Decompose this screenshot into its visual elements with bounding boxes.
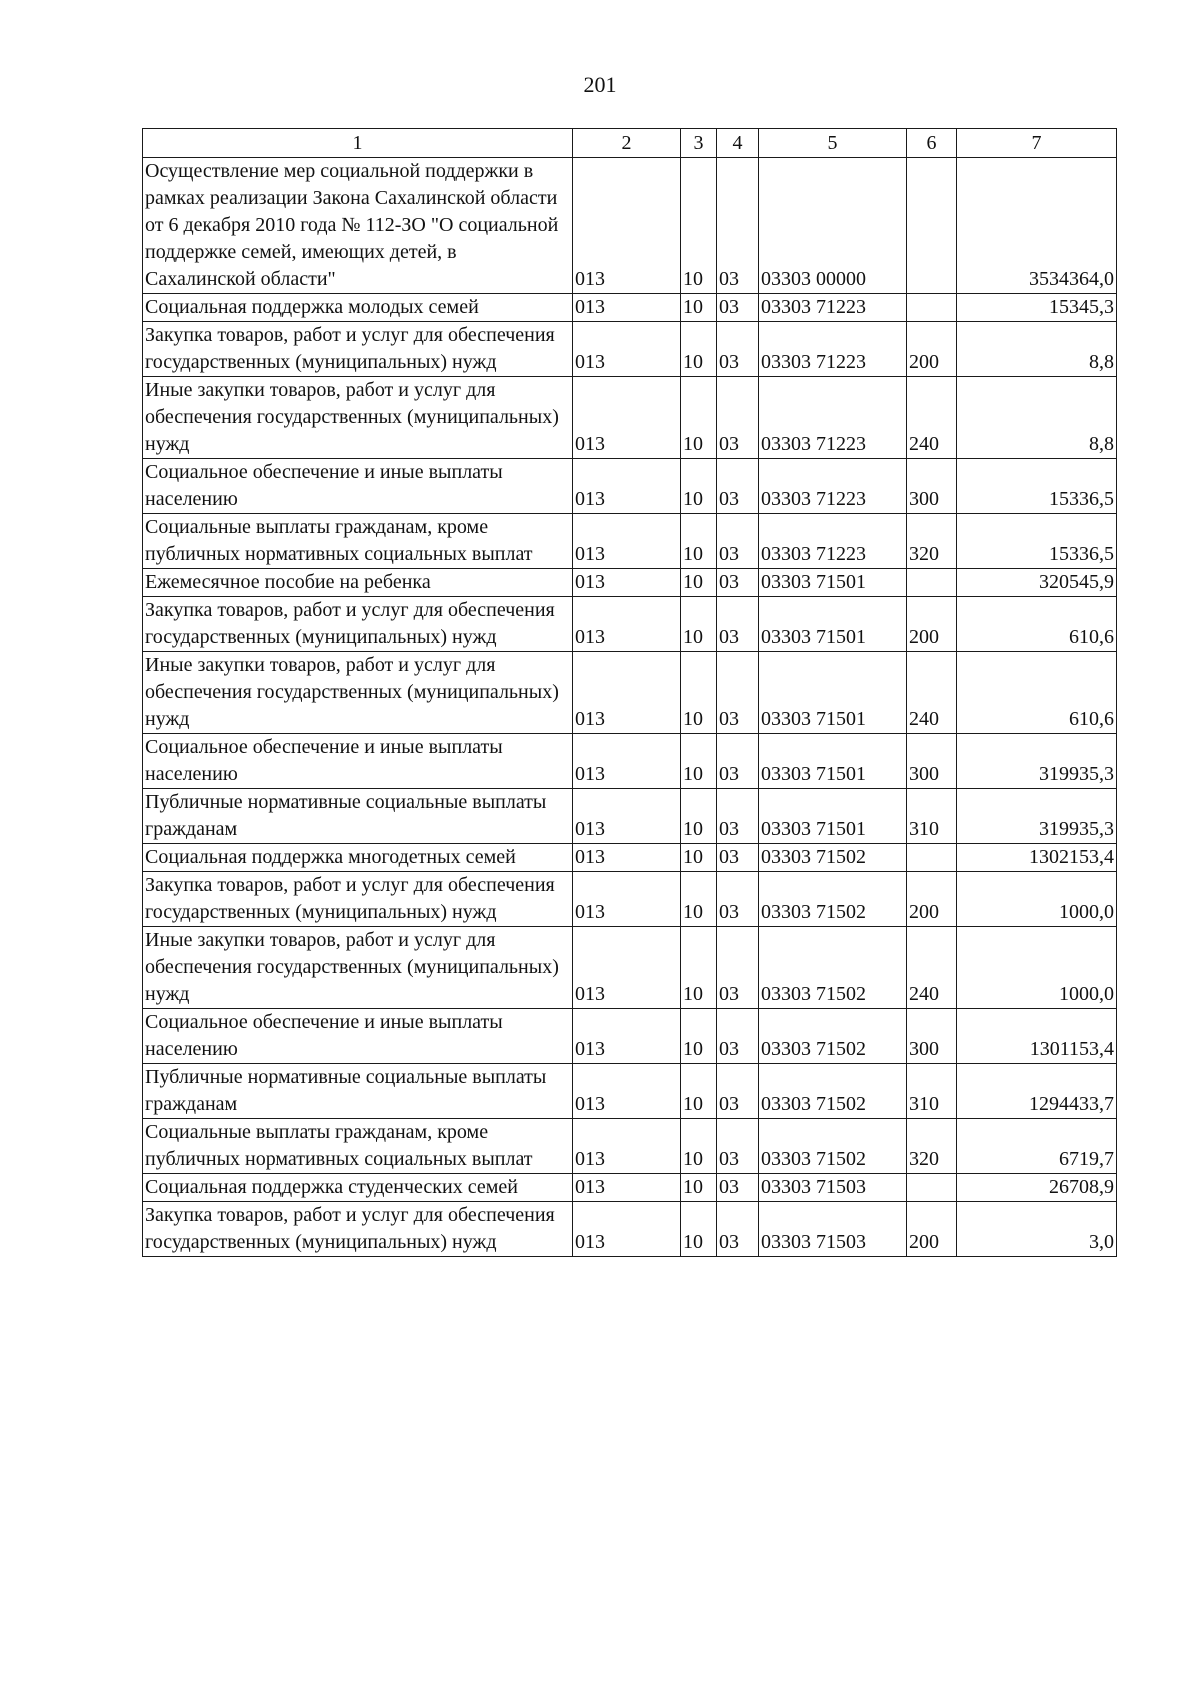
expense-type-cell: 320: [907, 514, 957, 569]
page-number: 201: [583, 72, 617, 97]
row-name-cell: Социальная поддержка молодых семей: [143, 294, 573, 322]
target-code-cell: 03303 71223: [759, 377, 907, 459]
target-code-cell: 03303 71223: [759, 514, 907, 569]
row-name-cell: Закупка товаров, работ и услуг для обеспечения государственных (муниципальных) нужд: [143, 1202, 573, 1257]
subsection-code-cell: 03: [717, 652, 759, 734]
table-row: [143, 1064, 1117, 1119]
target-code-cell: 03303 71501: [759, 652, 907, 734]
row-name-cell: Социальное обеспечение и иные выплаты населению: [143, 1009, 573, 1064]
ministry-code-cell: 013: [573, 459, 681, 514]
section-code-cell: 10: [681, 789, 717, 844]
table-row: [143, 844, 1117, 872]
table-row: [143, 569, 1117, 597]
expense-type-cell: 300: [907, 1009, 957, 1064]
subsection-code-cell: 03: [717, 1119, 759, 1174]
target-code-cell: 03303 71223: [759, 294, 907, 322]
target-code-cell: 03303 71501: [759, 597, 907, 652]
ministry-code-cell: 013: [573, 1202, 681, 1257]
section-code-cell: 10: [681, 597, 717, 652]
section-code-cell: 10: [681, 569, 717, 597]
row-name-cell: Социальные выплаты гражданам, кроме публичных нормативных социальных выплат: [143, 514, 573, 569]
table-row: [143, 597, 1117, 652]
row-name-cell: Социальное обеспечение и иные выплаты населению: [143, 459, 573, 514]
subsection-code-cell: 03: [717, 322, 759, 377]
budget-table: [142, 128, 1117, 1257]
amount-cell: 1302153,4: [957, 844, 1117, 872]
table-row: [143, 789, 1117, 844]
target-code-cell: 03303 71502: [759, 927, 907, 1009]
amount-cell: 610,6: [957, 597, 1117, 652]
table-row: [143, 294, 1117, 322]
target-code-cell: 03303 71502: [759, 844, 907, 872]
row-name-cell: Публичные нормативные социальные выплаты гражданам: [143, 789, 573, 844]
header-row: [143, 129, 1117, 158]
subsection-code-cell: 03: [717, 1174, 759, 1202]
section-code-cell: 10: [681, 1174, 717, 1202]
header-cell: 1: [143, 129, 573, 158]
subsection-code-cell: 03: [717, 158, 759, 294]
subsection-code-cell: 03: [717, 1009, 759, 1064]
amount-cell: 610,6: [957, 652, 1117, 734]
ministry-code-cell: 013: [573, 294, 681, 322]
target-code-cell: 03303 71502: [759, 1064, 907, 1119]
expense-type-cell: 200: [907, 322, 957, 377]
row-name-cell: Иные закупки товаров, работ и услуг для обеспечения государственных (муниципальных) нужд: [143, 377, 573, 459]
ministry-code-cell: 013: [573, 844, 681, 872]
amount-cell: 15336,5: [957, 514, 1117, 569]
amount-cell: 26708,9: [957, 1174, 1117, 1202]
target-code-cell: 03303 71501: [759, 734, 907, 789]
table-row: [143, 1009, 1117, 1064]
amount-cell: 319935,3: [957, 734, 1117, 789]
ministry-code-cell: 013: [573, 158, 681, 294]
subsection-code-cell: 03: [717, 789, 759, 844]
subsection-code-cell: 03: [717, 927, 759, 1009]
ministry-code-cell: 013: [573, 322, 681, 377]
subsection-code-cell: 03: [717, 1202, 759, 1257]
subsection-code-cell: 03: [717, 514, 759, 569]
section-code-cell: 10: [681, 1119, 717, 1174]
table-row: [143, 322, 1117, 377]
ministry-code-cell: 013: [573, 1064, 681, 1119]
section-code-cell: 10: [681, 377, 717, 459]
ministry-code-cell: 013: [573, 872, 681, 927]
ministry-code-cell: 013: [573, 569, 681, 597]
expense-type-cell: 240: [907, 927, 957, 1009]
section-code-cell: 10: [681, 734, 717, 789]
section-code-cell: 10: [681, 872, 717, 927]
amount-cell: 319935,3: [957, 789, 1117, 844]
ministry-code-cell: 013: [573, 377, 681, 459]
row-name-cell: Иные закупки товаров, работ и услуг для обеспечения государственных (муниципальных) нужд: [143, 652, 573, 734]
subsection-code-cell: 03: [717, 872, 759, 927]
section-code-cell: 10: [681, 652, 717, 734]
row-name-cell: Закупка товаров, работ и услуг для обеспечения государственных (муниципальных) нужд: [143, 872, 573, 927]
ministry-code-cell: 013: [573, 597, 681, 652]
expense-type-cell: 320: [907, 1119, 957, 1174]
subsection-code-cell: 03: [717, 459, 759, 514]
section-code-cell: 10: [681, 514, 717, 569]
subsection-code-cell: 03: [717, 569, 759, 597]
expense-type-cell: 200: [907, 597, 957, 652]
ministry-code-cell: 013: [573, 789, 681, 844]
section-code-cell: 10: [681, 1009, 717, 1064]
ministry-code-cell: 013: [573, 1174, 681, 1202]
table-row: [143, 158, 1117, 294]
amount-cell: 6719,7: [957, 1119, 1117, 1174]
header-cell: 5: [759, 129, 907, 158]
row-name-cell: Социальное обеспечение и иные выплаты населению: [143, 734, 573, 789]
subsection-code-cell: 03: [717, 377, 759, 459]
table-row: [143, 872, 1117, 927]
expense-type-cell: [907, 569, 957, 597]
section-code-cell: 10: [681, 158, 717, 294]
table-row: [143, 734, 1117, 789]
ministry-code-cell: 013: [573, 927, 681, 1009]
ministry-code-cell: 013: [573, 652, 681, 734]
expense-type-cell: [907, 294, 957, 322]
amount-cell: 1000,0: [957, 927, 1117, 1009]
row-name-cell: Осуществление мер социальной поддержки в рамках реализации Закона Сахалинской области от 6 декабря 2010 года № 112-ЗО "О социальной поддержке семей, имеющих детей, в Сахалинской области": [143, 158, 573, 294]
amount-cell: 1301153,4: [957, 1009, 1117, 1064]
row-name-cell: Закупка товаров, работ и услуг для обеспечения государственных (муниципальных) нужд: [143, 322, 573, 377]
ministry-code-cell: 013: [573, 514, 681, 569]
row-name-cell: Ежемесячное пособие на ребенка: [143, 569, 573, 597]
expense-type-cell: 310: [907, 789, 957, 844]
target-code-cell: 03303 71503: [759, 1202, 907, 1257]
table-row: [143, 1119, 1117, 1174]
header-cell: 6: [907, 129, 957, 158]
table-row: [143, 927, 1117, 1009]
amount-cell: 15345,3: [957, 294, 1117, 322]
section-code-cell: 10: [681, 322, 717, 377]
section-code-cell: 10: [681, 294, 717, 322]
row-name-cell: Социальная поддержка студенческих семей: [143, 1174, 573, 1202]
amount-cell: 8,8: [957, 377, 1117, 459]
amount-cell: 8,8: [957, 322, 1117, 377]
subsection-code-cell: 03: [717, 734, 759, 789]
target-code-cell: 03303 71501: [759, 789, 907, 844]
ministry-code-cell: 013: [573, 734, 681, 789]
ministry-code-cell: 013: [573, 1119, 681, 1174]
expense-type-cell: 240: [907, 652, 957, 734]
section-code-cell: 10: [681, 1202, 717, 1257]
target-code-cell: 03303 71502: [759, 872, 907, 927]
subsection-code-cell: 03: [717, 1064, 759, 1119]
target-code-cell: 03303 71223: [759, 459, 907, 514]
expense-type-cell: 310: [907, 1064, 957, 1119]
section-code-cell: 10: [681, 1064, 717, 1119]
amount-cell: 15336,5: [957, 459, 1117, 514]
target-code-cell: 03303 71503: [759, 1174, 907, 1202]
row-name-cell: Социальная поддержка многодетных семей: [143, 844, 573, 872]
target-code-cell: 03303 71223: [759, 322, 907, 377]
row-name-cell: Иные закупки товаров, работ и услуг для обеспечения государственных (муниципальных) нужд: [143, 927, 573, 1009]
subsection-code-cell: 03: [717, 294, 759, 322]
header-cell: 2: [573, 129, 681, 158]
section-code-cell: 10: [681, 459, 717, 514]
table-row: [143, 459, 1117, 514]
header-cell: 3: [681, 129, 717, 158]
expense-type-cell: [907, 1174, 957, 1202]
table-row: [143, 514, 1117, 569]
row-name-cell: Закупка товаров, работ и услуг для обеспечения государственных (муниципальных) нужд: [143, 597, 573, 652]
table-row: [143, 652, 1117, 734]
table-row: [143, 1174, 1117, 1202]
section-code-cell: 10: [681, 927, 717, 1009]
row-name-cell: Социальные выплаты гражданам, кроме публичных нормативных социальных выплат: [143, 1119, 573, 1174]
target-code-cell: 03303 71502: [759, 1009, 907, 1064]
header-cell: 4: [717, 129, 759, 158]
subsection-code-cell: 03: [717, 844, 759, 872]
header-cell: 7: [957, 129, 1117, 158]
expense-type-cell: [907, 844, 957, 872]
expense-type-cell: 300: [907, 459, 957, 514]
target-code-cell: 03303 00000: [759, 158, 907, 294]
subsection-code-cell: 03: [717, 597, 759, 652]
amount-cell: 3534364,0: [957, 158, 1117, 294]
expense-type-cell: 240: [907, 377, 957, 459]
target-code-cell: 03303 71502: [759, 1119, 907, 1174]
amount-cell: 3,0: [957, 1202, 1117, 1257]
table-row: [143, 1202, 1117, 1257]
amount-cell: 1000,0: [957, 872, 1117, 927]
table-body: [143, 158, 1117, 1257]
section-code-cell: 10: [681, 844, 717, 872]
amount-cell: 1294433,7: [957, 1064, 1117, 1119]
expense-type-cell: 200: [907, 872, 957, 927]
expense-type-cell: 300: [907, 734, 957, 789]
table-row: [143, 377, 1117, 459]
expense-type-cell: [907, 158, 957, 294]
expense-type-cell: 200: [907, 1202, 957, 1257]
target-code-cell: 03303 71501: [759, 569, 907, 597]
row-name-cell: Публичные нормативные социальные выплаты гражданам: [143, 1064, 573, 1119]
amount-cell: 320545,9: [957, 569, 1117, 597]
ministry-code-cell: 013: [573, 1009, 681, 1064]
